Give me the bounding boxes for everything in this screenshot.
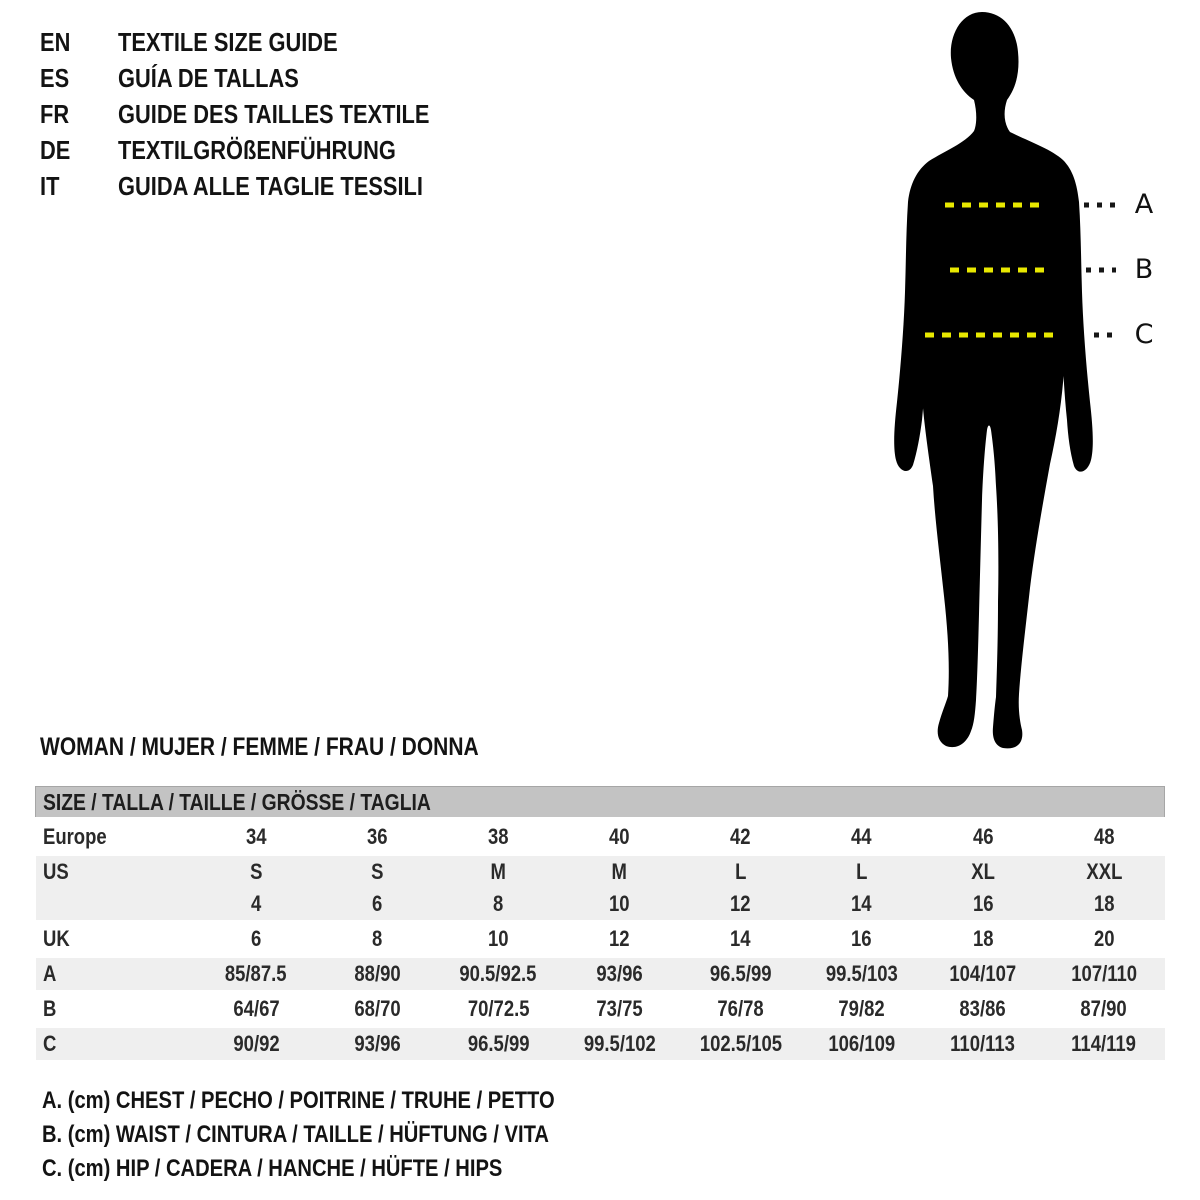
lang-code: ES: [40, 62, 70, 93]
size-value-text: 99.5/102: [583, 1031, 656, 1056]
language-title-list: [40, 24, 489, 204]
measure-label-waist: B: [1134, 254, 1154, 285]
woman-silhouette-svg: [850, 0, 1200, 760]
size-value-text: 40: [609, 824, 630, 849]
size-value-text: 6: [372, 891, 383, 916]
size-value-cell: [680, 957, 801, 992]
size-value-cell: [680, 992, 801, 1027]
size-value-cell: [801, 1027, 922, 1062]
guide-title-fr: GUIDE DES TAILLES TEXTILE: [118, 98, 430, 129]
size-value-cell: [196, 992, 317, 1027]
size-value-cell: [680, 1027, 801, 1062]
table-row: [36, 1027, 1165, 1062]
size-value-cell: [922, 1027, 1043, 1062]
size-value-cell: [801, 855, 922, 889]
size-value-cell: [559, 1027, 680, 1062]
row-label-text: UK: [42, 926, 70, 951]
measure-label-chest: A: [1134, 189, 1154, 220]
size-value-cell: [559, 855, 680, 889]
size-value-cell: [317, 888, 438, 922]
size-value-cell: [317, 992, 438, 1027]
size-value-text: 106/109: [828, 1031, 896, 1056]
row-label-cell: [36, 957, 196, 992]
size-value-cell: [922, 922, 1043, 957]
size-value-cell: [1043, 957, 1164, 992]
size-value-text: 110/113: [950, 1031, 1016, 1056]
size-value-text: 16: [972, 891, 994, 916]
table-row: [36, 922, 1165, 957]
size-value-cell: [438, 992, 559, 1027]
size-value-text: 16: [851, 926, 872, 951]
size-value-cell: [801, 957, 922, 992]
size-value-cell: [317, 957, 438, 992]
size-value-text: 12: [730, 891, 751, 916]
table-row: [36, 992, 1165, 1027]
size-value-text: 93/96: [354, 1031, 401, 1056]
size-value-text: S: [249, 859, 263, 884]
row-label-text: US: [42, 859, 69, 884]
size-value-text: 90/92: [232, 1031, 280, 1056]
size-value-text: 104/107: [949, 961, 1017, 986]
size-value-text: 10: [609, 891, 630, 916]
woman-silhouette: [894, 12, 1093, 748]
row-label-text: Europe: [42, 824, 107, 849]
row-label-cell: [36, 888, 196, 922]
size-value-cell: [1043, 1027, 1164, 1062]
row-label-text: C: [42, 1031, 56, 1056]
table-row: [36, 957, 1165, 992]
size-value-text: 93/96: [596, 961, 643, 986]
lang-row-it: [40, 168, 489, 204]
size-value-cell: [680, 888, 801, 922]
size-value-cell: [317, 922, 438, 957]
lang-code: DE: [40, 134, 71, 165]
size-value-text: 18: [972, 926, 994, 951]
size-value-cell: [1043, 888, 1164, 922]
legend-row-chest: [42, 1084, 652, 1118]
measurement-legend: [42, 1084, 652, 1186]
size-value-text: 14: [730, 926, 751, 951]
size-value-text: 73/75: [596, 996, 643, 1021]
size-value-cell: [317, 1027, 438, 1062]
size-value-cell: [438, 855, 559, 889]
size-value-text: L: [734, 859, 747, 884]
table-header-text: SIZE / TALLA / TAILLE / GRÖSSE / TAGLIA: [43, 788, 431, 815]
size-value-cell: [196, 1027, 317, 1062]
size-value-text: 12: [609, 926, 630, 951]
lang-row-de: [40, 132, 489, 168]
row-label-cell: [36, 1027, 196, 1062]
lang-row-es: [40, 60, 489, 96]
row-label-text: A: [42, 961, 56, 986]
size-value-cell: [559, 922, 680, 957]
size-value-cell: [559, 992, 680, 1027]
lang-code: IT: [40, 170, 60, 201]
size-value-cell: [922, 819, 1043, 855]
size-value-cell: [317, 855, 438, 889]
size-value-text: M: [490, 859, 507, 884]
size-value-text: XXL: [1085, 859, 1122, 884]
legend-row-hip: [42, 1152, 652, 1186]
size-value-cell: [922, 888, 1043, 922]
size-value-cell: [922, 957, 1043, 992]
size-value-text: 87/90: [1080, 996, 1128, 1021]
size-value-cell: [438, 819, 559, 855]
size-value-cell: [922, 992, 1043, 1027]
size-value-cell: [680, 819, 801, 855]
size-value-text: 83/86: [959, 996, 1006, 1021]
size-value-text: XL: [971, 859, 995, 884]
table-row: [36, 888, 1165, 922]
size-value-text: 96.5/99: [467, 1031, 530, 1056]
lang-code: EN: [40, 26, 71, 57]
size-value-text: 88/90: [354, 961, 401, 986]
size-value-text: 20: [1093, 926, 1115, 951]
legend-waist-text: B. (cm) WAIST / CINTURA / TAILLE / HÜFTUNG / VITA: [42, 1121, 549, 1148]
size-value-text: L: [856, 859, 868, 884]
size-value-cell: [438, 922, 559, 957]
size-value-cell: [801, 819, 922, 855]
size-table: [35, 786, 1165, 1063]
size-value-text: 38: [488, 824, 509, 849]
size-value-text: 99.5/103: [825, 961, 898, 986]
size-value-text: 90.5/92.5: [459, 961, 537, 986]
size-value-cell: [801, 922, 922, 957]
size-value-cell: [801, 888, 922, 922]
size-value-text: 48: [1093, 824, 1115, 849]
size-value-cell: [438, 1027, 559, 1062]
size-value-cell: [559, 888, 680, 922]
size-value-text: 14: [851, 891, 872, 916]
size-value-text: 107/110: [1071, 961, 1137, 986]
row-label-cell: [36, 922, 196, 957]
size-value-text: 8: [493, 891, 504, 916]
size-value-cell: [680, 922, 801, 957]
guide-title-es: GUÍA DE TALLAS: [118, 62, 299, 93]
woman-figure: [850, 0, 1200, 760]
size-value-text: 4: [250, 891, 262, 916]
guide-title-en: TEXTILE SIZE GUIDE: [118, 26, 338, 57]
table-row: [36, 855, 1165, 889]
lang-row-en: [40, 24, 489, 60]
size-value-text: 6: [250, 926, 262, 951]
size-value-cell: [196, 819, 317, 855]
size-value-cell: [196, 855, 317, 889]
table-row: [36, 819, 1165, 855]
size-value-text: 44: [851, 824, 872, 849]
size-value-text: 102.5/105: [699, 1031, 782, 1056]
legend-row-waist: [42, 1118, 652, 1152]
size-value-text: 114/119: [1071, 1031, 1137, 1056]
size-value-cell: [559, 819, 680, 855]
size-value-text: 42: [730, 824, 751, 849]
size-value-cell: [801, 992, 922, 1027]
row-label-cell: [36, 819, 196, 855]
size-value-cell: [438, 957, 559, 992]
size-value-cell: [438, 888, 559, 922]
size-value-cell: [317, 819, 438, 855]
size-value-text: 64/67: [232, 996, 280, 1021]
size-value-text: 8: [372, 926, 383, 951]
size-value-text: 68/70: [354, 996, 401, 1021]
size-value-cell: [1043, 855, 1164, 889]
size-value-text: 70/72.5: [467, 996, 530, 1021]
table-header-cell: [36, 787, 1165, 820]
row-label-text: B: [42, 996, 56, 1021]
gender-heading: [40, 733, 562, 762]
size-value-text: 85/87.5: [225, 961, 287, 986]
size-value-cell: [922, 855, 1043, 889]
size-value-cell: [196, 957, 317, 992]
lang-code: FR: [40, 98, 70, 129]
row-label-cell: [36, 992, 196, 1027]
size-value-cell: [1043, 819, 1164, 855]
size-value-text: 79/82: [838, 996, 885, 1021]
size-table-body: [36, 819, 1165, 1062]
size-value-text: M: [611, 859, 628, 884]
size-value-cell: [680, 855, 801, 889]
gender-heading-text: WOMAN / MUJER / FEMME / FRAU / DONNA: [40, 733, 479, 761]
lang-row-fr: [40, 96, 489, 132]
size-value-cell: [196, 922, 317, 957]
size-value-text: 46: [972, 824, 994, 849]
size-value-cell: [559, 957, 680, 992]
table-header-row: [36, 787, 1165, 820]
size-value-text: 18: [1093, 891, 1115, 916]
size-value-text: 96.5/99: [709, 961, 772, 986]
legend-chest-text: A. (cm) CHEST / PECHO / POITRINE / TRUHE / PETTO: [42, 1087, 555, 1114]
measure-label-hip: C: [1134, 319, 1154, 350]
size-value-cell: [1043, 992, 1164, 1027]
guide-title-de: TEXTILGRÖßENFÜHRUNG: [118, 134, 396, 165]
size-value-cell: [196, 888, 317, 922]
size-value-cell: [1043, 922, 1164, 957]
size-value-text: 10: [488, 926, 509, 951]
size-value-text: 76/78: [717, 996, 764, 1021]
guide-title-it: GUIDA ALLE TAGLIE TESSILI: [118, 170, 423, 201]
legend-hip-text: C. (cm) HIP / CADERA / HANCHE / HÜFTE / HIPS: [42, 1155, 503, 1182]
size-value-text: 36: [366, 824, 388, 849]
size-value-text: S: [371, 859, 384, 884]
size-value-text: 34: [245, 824, 267, 849]
row-label-cell: [36, 855, 196, 889]
